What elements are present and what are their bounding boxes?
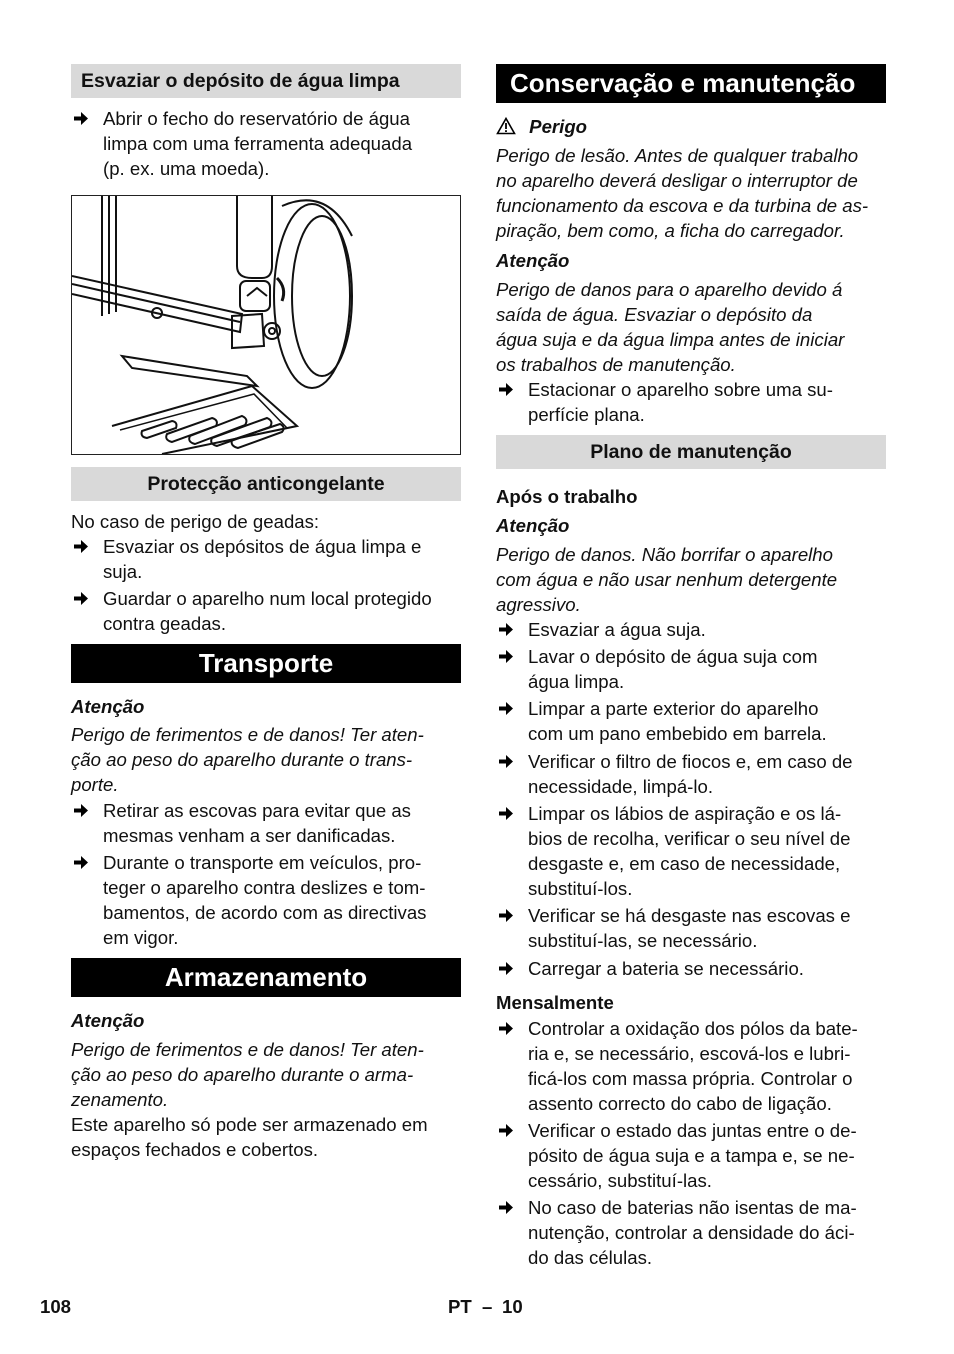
- attention-text: Perigo de ferimentos e de danos! Ter aten- ção ao peso do aparelho durante o trans- porte.: [71, 724, 424, 795]
- section-heading-maintenance-plan: Plano de manutenção: [496, 435, 886, 469]
- attention-text: Perigo de danos para o aparelho devido á saída de água. Esvaziar o depósito da água suja e da água limpa antes de iniciar os trabalhos de manutenção.: [496, 279, 845, 375]
- arrow-bullet-icon: [496, 903, 520, 928]
- arrow-bullet-icon: [496, 377, 520, 402]
- warning-triangle-icon: [496, 117, 516, 135]
- attention-label: Atenção: [71, 1010, 145, 1031]
- arrow-bullet-icon: [496, 956, 520, 981]
- arrow-bullet-icon: [71, 798, 95, 823]
- bullet-item: Limpar a parte exterior do aparelho com um pano embebido em barrela.: [496, 696, 886, 746]
- arrow-bullet-icon: [496, 1195, 520, 1220]
- danger-text: Perigo de lesão. Antes de qualquer trabalho no aparelho deverá desligar o interruptor de funcionamento da escova e da turbina de as- piração, bem como, a ficha do carregador.: [496, 145, 869, 241]
- arrow-bullet-icon: [496, 644, 520, 669]
- bullet-item: Lavar o depósito de água suja com água limpa.: [496, 644, 886, 694]
- bullet-item: Controlar a oxidação dos pólos da bate- ria e, se necessário, escová-los e lubri- ficá-los com massa própria. Controlar o assento correcto do cabo de ligação.: [496, 1016, 886, 1116]
- attention-label: Atenção: [496, 250, 570, 271]
- arrow-bullet-icon: [496, 801, 520, 826]
- footer-dash: –: [482, 1296, 493, 1317]
- arrow-bullet-icon: [71, 850, 95, 875]
- bullet-item: Verificar se há desgaste nas escovas e substituí-las, se necessário.: [496, 903, 886, 953]
- attention-label: Atenção: [71, 696, 145, 717]
- frost-intro: No caso de perigo de geadas:: [71, 511, 320, 532]
- bullet-item: Esvaziar a água suja.: [496, 617, 886, 642]
- section-heading-maintenance: Conservação e manutenção: [496, 64, 886, 103]
- bullet-item: Retirar as escovas para evitar que as mesmas venham a ser danificadas.: [71, 798, 461, 848]
- bullet-item: Verificar o filtro de fiocos e, em caso de necessidade, limpá-lo.: [496, 749, 886, 799]
- bullet-item: Verificar o estado das juntas entre o de- pósito de água suja e a tampa e, se ne- cessário, substituí-las.: [496, 1118, 886, 1193]
- bullet-item: Esvaziar os depósitos de água limpa e suja.: [71, 534, 461, 584]
- footer-language-code: PT: [448, 1296, 472, 1317]
- illustration-water-tank-cap: [71, 195, 461, 455]
- subheading-monthly: Mensalmente: [496, 992, 614, 1013]
- bullet-item: Estacionar o aparelho sobre uma su- perfície plana.: [496, 377, 886, 427]
- footer-local-page: 10: [502, 1296, 523, 1317]
- machine-drawing: [72, 196, 460, 454]
- section-heading-empty-clean-water: Esvaziar o depósito de água limpa: [71, 64, 461, 98]
- arrow-bullet-icon: [496, 749, 520, 774]
- danger-heading: [496, 114, 886, 139]
- danger-label: Perigo: [529, 116, 588, 137]
- arrow-bullet-icon: [71, 534, 95, 559]
- attention-label: Atenção: [496, 515, 570, 536]
- attention-text: Perigo de danos. Não borrifar o aparelho com água e não usar nenhum detergente agressivo.: [496, 544, 838, 615]
- arrow-bullet-icon: [71, 586, 95, 611]
- bullet-item: No caso de baterias não isentas de ma- nutenção, controlar a densidade do áci- do das células.: [496, 1195, 886, 1270]
- section-heading-frost-protection: Protecção anticongelante: [71, 467, 461, 501]
- arrow-bullet-icon: [71, 106, 95, 131]
- subheading-after-work: Após o trabalho: [496, 486, 638, 507]
- section-heading-transport: Transporte: [71, 644, 461, 683]
- bullet-item: Durante o transporte em veículos, pro- teger o aparelho contra deslizes e tom- bamentos, de acordo com as directivas em vigor.: [71, 850, 461, 950]
- section-heading-storage: Armazenamento: [71, 958, 461, 997]
- arrow-bullet-icon: [496, 1118, 520, 1143]
- bullet-item: Abrir o fecho do reservatório de água limpa com uma ferramenta adequada (p. ex. uma moeda).: [71, 106, 461, 181]
- arrow-bullet-icon: [496, 617, 520, 642]
- page-number: 108: [40, 1296, 72, 1317]
- bullet-item: Carregar a bateria se necessário.: [496, 956, 886, 981]
- attention-text: Perigo de ferimentos e de danos! Ter aten- ção ao peso do aparelho durante o arma- zenamento.: [71, 1039, 424, 1110]
- bullet-item: Limpar os lábios de aspiração e os lá- bios de recolha, verificar o seu nível de desgaste e, em caso de necessidade, substituí-los.: [496, 801, 886, 901]
- arrow-bullet-icon: [496, 696, 520, 721]
- arrow-bullet-icon: [496, 1016, 520, 1041]
- storage-text: Este aparelho só pode ser armazenado em espaços fechados e cobertos.: [71, 1114, 428, 1160]
- bullet-item: Guardar o aparelho num local protegido contra geadas.: [71, 586, 461, 636]
